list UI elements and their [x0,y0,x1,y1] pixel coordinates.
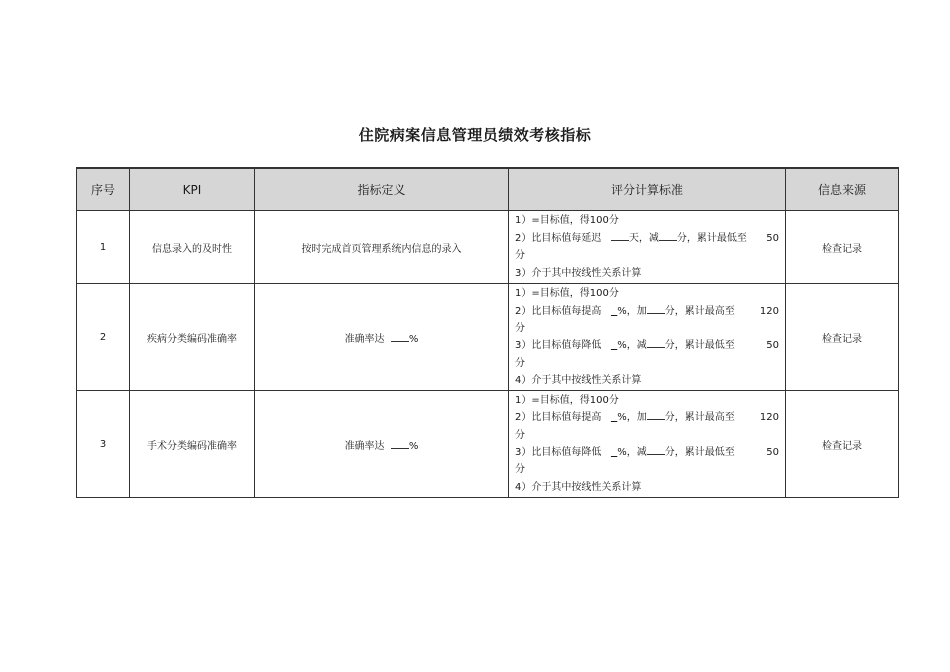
row-kpi: 疾病分类编码准确率 [130,284,255,391]
criteria-line: 1）=目标值，得100分 [515,395,619,407]
kpi-table [76,167,899,498]
row-definition: 准确率达 % [255,284,509,391]
row-no: 3 [77,391,130,498]
criteria-line: 分 [515,357,525,369]
criteria-line: 分 [515,429,525,441]
table-row [77,284,899,391]
criteria-line: 分 [515,464,525,476]
criteria-line: 1）=目标值，得100分 [515,215,619,226]
row-kpi: 手术分类编码准确率 [130,391,255,498]
document-title: 住院病案信息管理员绩效考核指标 [358,126,592,144]
row-kpi: 信息录入的及时性 [130,211,255,284]
criteria-line: 2）比目标值每提高 %，加 分，累计最高至 120 [515,303,779,320]
row-no: 1 [77,211,130,284]
criteria-line: 4）介于其中按线性关系计算 [515,481,642,493]
header-definition: 指标定义 [255,168,509,211]
row-source: 检查记录 [786,284,899,391]
row-definition: 按时完成首页管理系统内信息的录入 [255,211,509,284]
criteria-line: 3）介于其中按线性关系计算 [515,267,642,279]
criteria-line: 1）=目标值，得100分 [515,288,619,300]
criteria-line: 2）比目标值每提高 %，加 分，累计最高至 120 [515,409,779,426]
row-source: 检查记录 [786,391,899,498]
row-source: 检查记录 [786,211,899,284]
row-definition: 准确率达 % [255,391,509,498]
criteria-line: 2）比目标值每延迟 天，减 分，累计最低至 50 [515,230,779,248]
criteria-line: 3）比目标值每降低 %，减 分，累计最低至 50 [515,337,779,354]
row-criteria [509,391,786,498]
table-row [77,211,899,284]
table-row [77,391,899,498]
criteria-line: 分 [515,322,525,334]
header-kpi: KPI [130,168,255,211]
criteria-line: 4）介于其中按线性关系计算 [515,374,642,386]
row-no: 2 [77,284,130,391]
row-criteria [509,211,786,284]
header-no: 序号 [77,168,130,211]
header-source: 信息来源 [786,168,899,211]
row-criteria [509,284,786,391]
criteria-line: 分 [515,250,525,262]
criteria-line: 3）比目标值每降低 %，减 分，累计最低至 50 [515,444,779,461]
header-row [77,168,899,211]
header-scoring: 评分计算标准 [509,168,786,211]
